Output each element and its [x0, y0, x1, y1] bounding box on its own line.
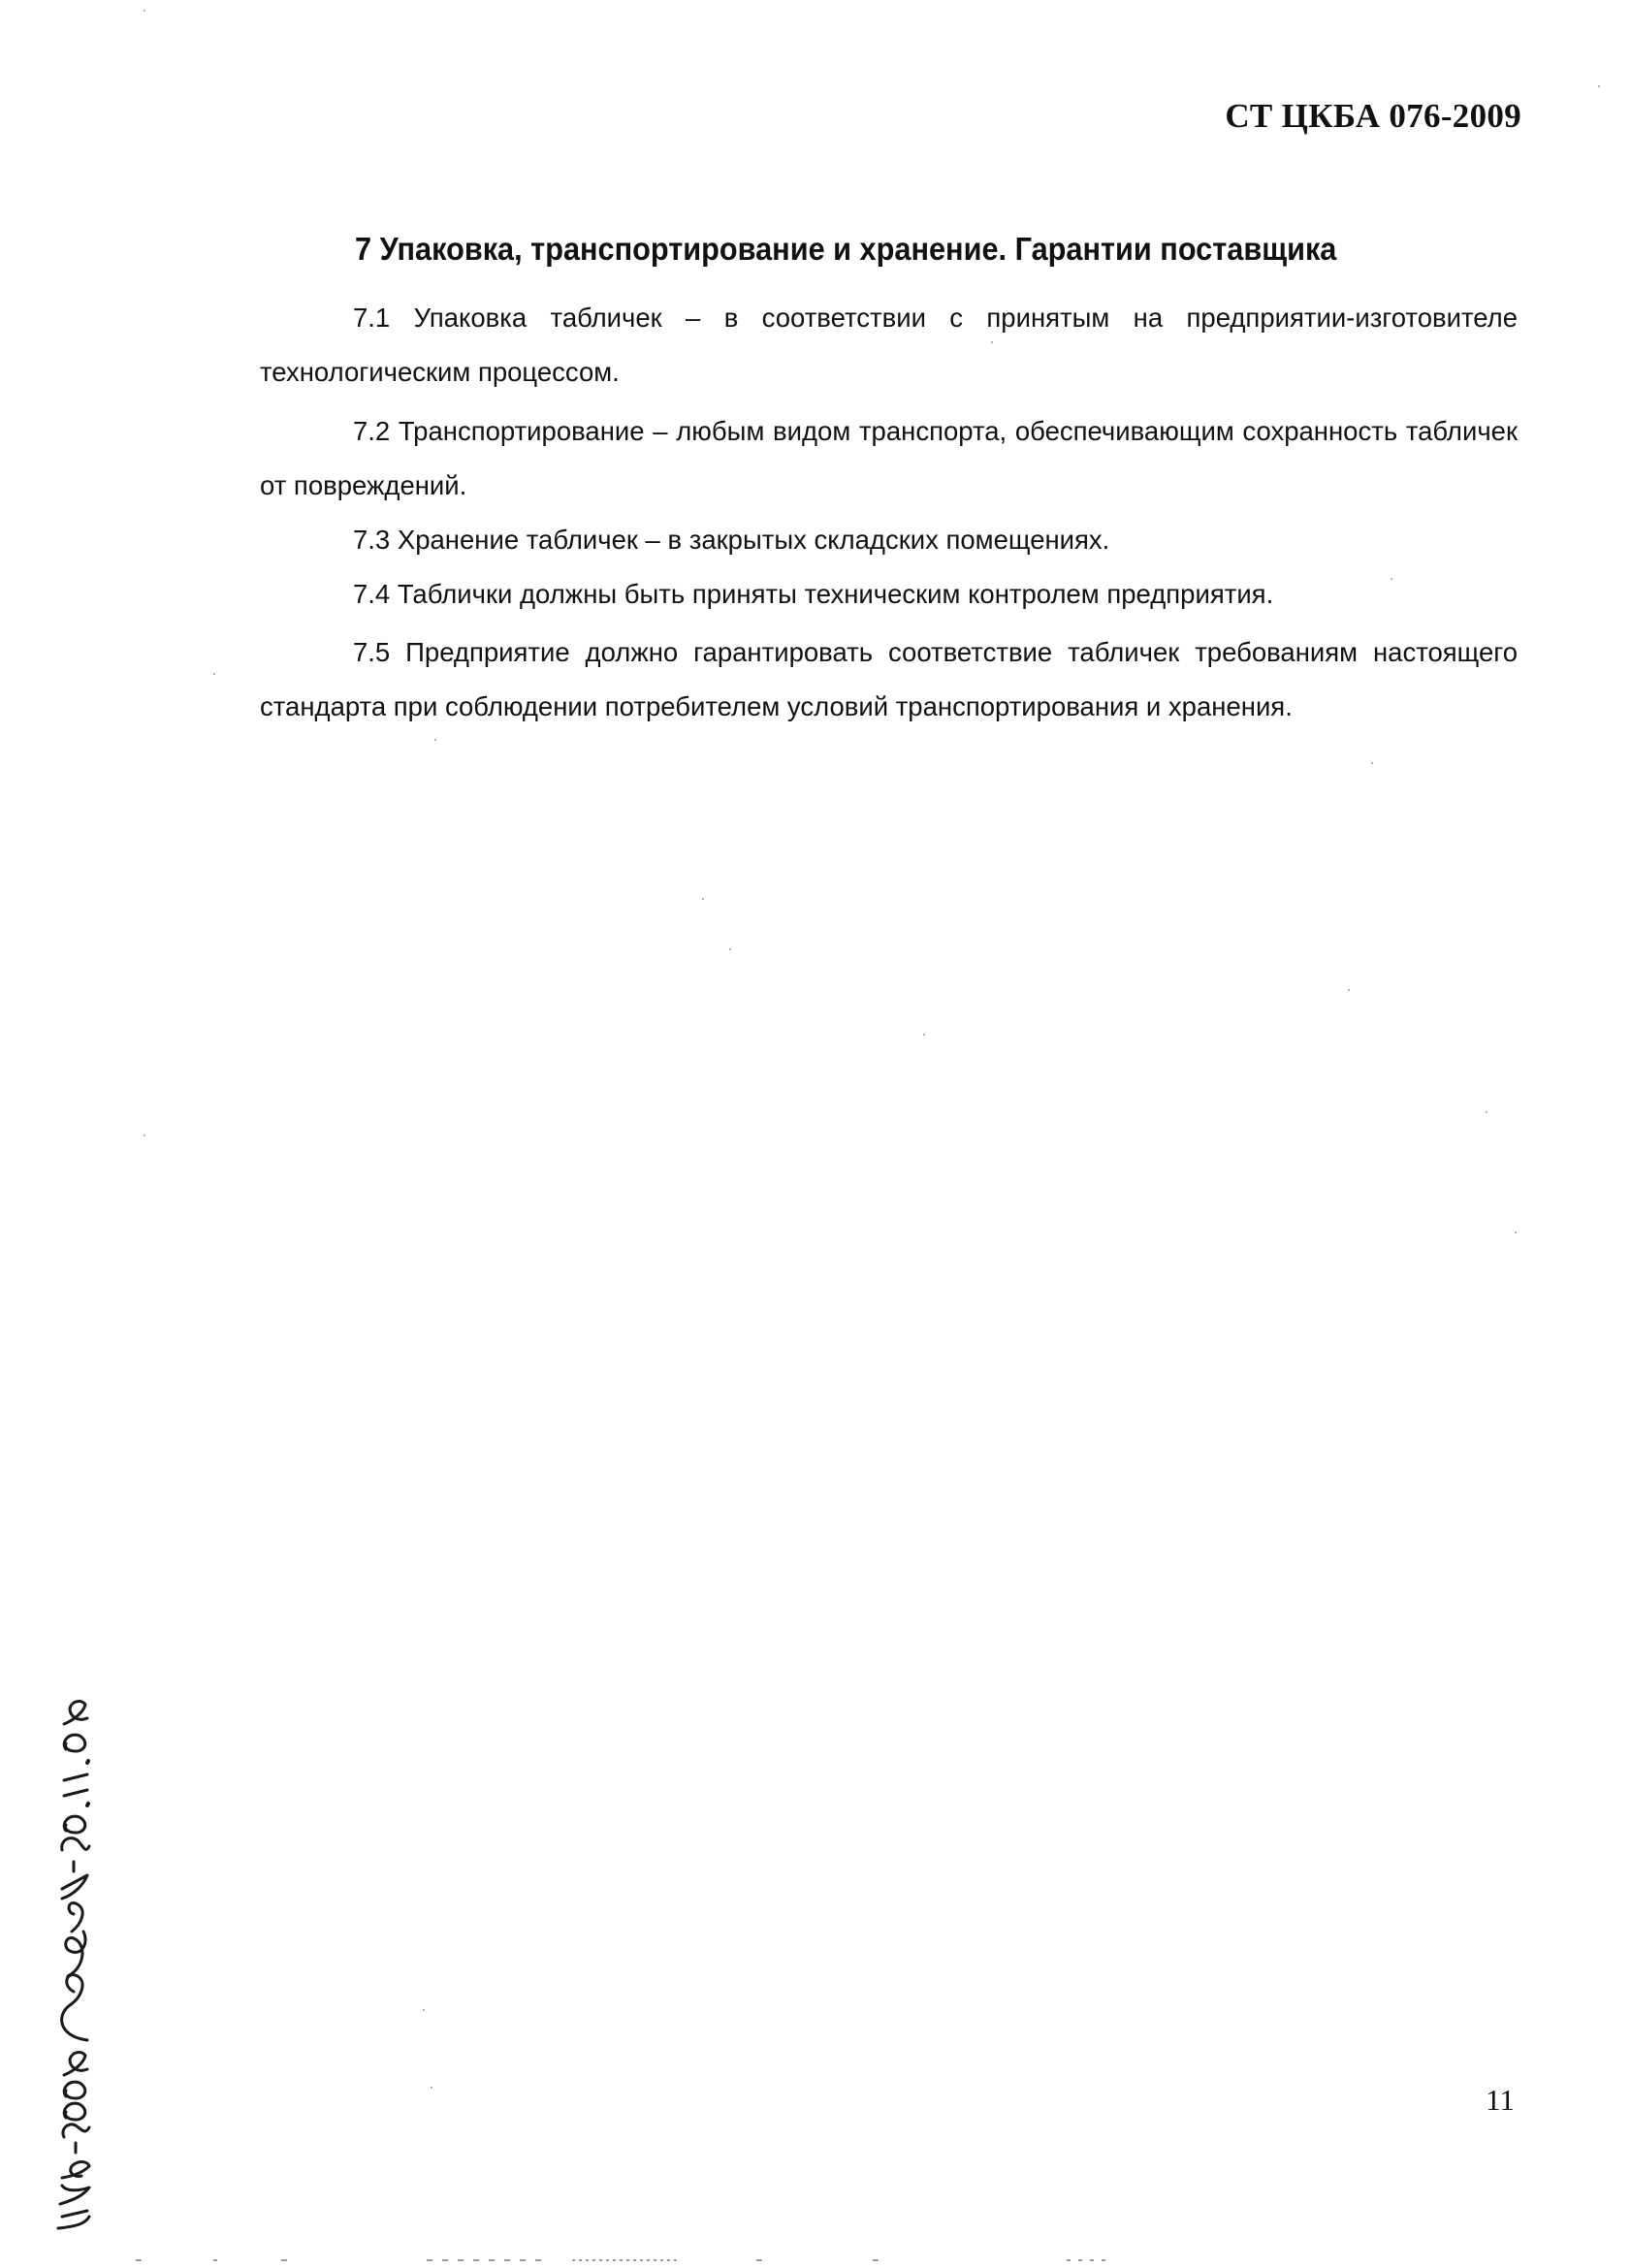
scan-edge-noise	[136, 2259, 1202, 2262]
scan-speck	[1598, 85, 1600, 87]
handwritten-margin-note	[48, 1656, 97, 2238]
document-code: СТ ЦКБА 076-2009	[1225, 97, 1521, 135]
scan-speck	[1515, 1231, 1517, 1233]
scan-speck	[991, 341, 993, 343]
paragraph-7-4: 7.4 Таблички должны быть приняты техническим контролем предприятия.	[353, 579, 1274, 609]
section-title: 7 Упаковка, транспортирование и хранение. Гарантии поставщика	[355, 231, 1337, 267]
page-number: 11	[1486, 2083, 1515, 2117]
scan-speck	[423, 2009, 425, 2011]
scan-speck	[923, 1034, 925, 1036]
paragraph-7-2: 7.2 Транспортирование – любым видом транспорта, обеспечивающим сохранность табличек от повреждений.	[260, 416, 1518, 500]
paragraph-7-3: 7.3 Хранение табличек – в закрытых складских помещениях.	[353, 525, 1110, 555]
scan-speck	[144, 1134, 145, 1136]
scan-speck	[431, 2087, 432, 2089]
scan-speck	[1486, 1111, 1487, 1113]
scan-speck	[1391, 578, 1392, 580]
scan-speck	[213, 673, 215, 675]
paragraph-7-5: 7.5 Предприятие должно гарантировать соответствие табличек требованиям настоящего стандарта при соблюдении потребителем условий транспортирования и хранения.	[260, 637, 1518, 721]
scan-speck	[434, 739, 436, 741]
scan-speck	[144, 10, 145, 12]
scan-speck	[1371, 762, 1373, 764]
paragraph-7-1: 7.1 Упаковка табличек – в соответствии с принятым на предприятии-изготовителе технологическим процессом.	[260, 303, 1518, 387]
scan-speck	[1348, 989, 1350, 991]
scan-speck	[729, 948, 731, 950]
scan-speck	[702, 898, 704, 900]
